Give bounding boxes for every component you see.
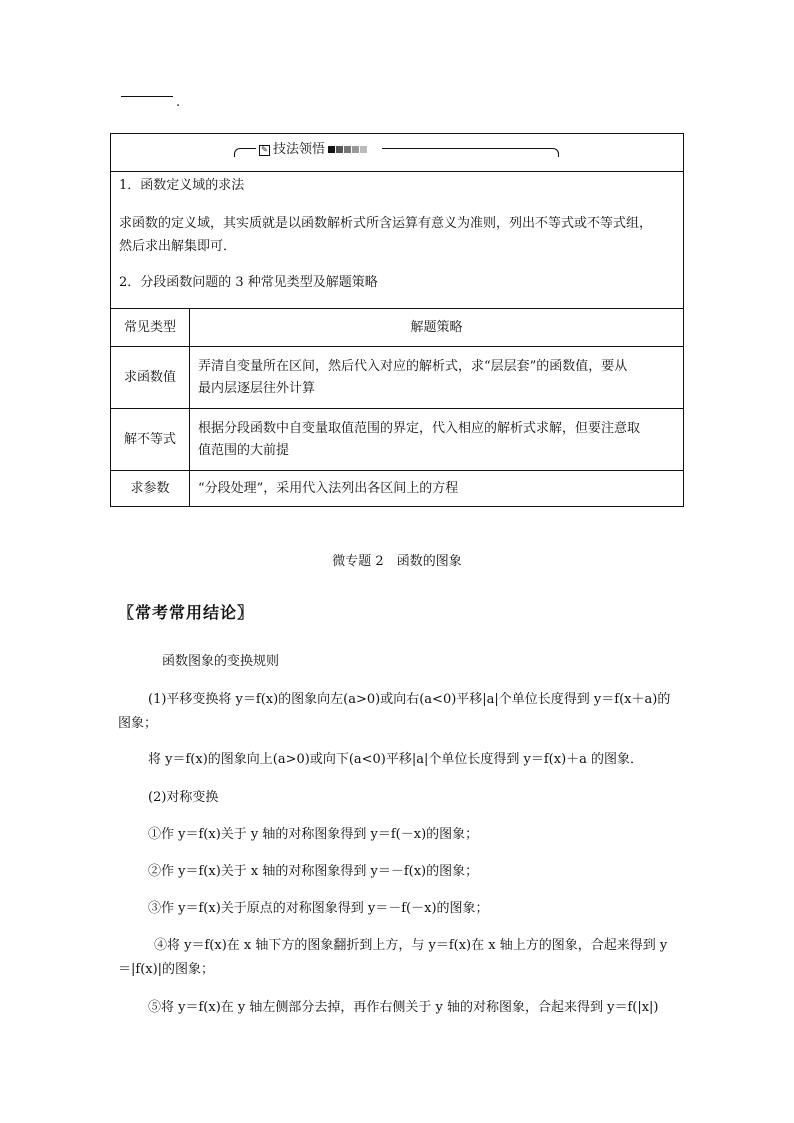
- section-1-title: 1．函数定义域的求法: [119, 178, 245, 193]
- banner-square: [352, 146, 359, 153]
- row-strategy: [190, 471, 684, 507]
- row-strategy-line-1: “分段处理”，采用代入法列出各区间上的方程: [198, 480, 459, 496]
- banner-label: [259, 140, 368, 160]
- technique-box: [110, 133, 684, 507]
- rule-line-3: (2)对称变换: [148, 790, 219, 805]
- row-strategy: [190, 347, 684, 409]
- table-row: [111, 471, 683, 507]
- strategy-table: [111, 308, 683, 507]
- fill-in-blank-period: .: [176, 95, 181, 110]
- rule-line-5: ②作 y＝f(x)关于 x 轴的对称图象得到 y＝－f(x)的图象；: [148, 864, 479, 879]
- banner-square: [336, 146, 343, 153]
- banner-bracket-right: [382, 148, 559, 157]
- pen-icon: ✎: [259, 145, 270, 156]
- banner-square: [360, 146, 367, 153]
- banner-square: [328, 146, 335, 153]
- section-1-body-line-1: 求函数的定义域，其实质就是以函数解析式所含运算有意义为准则，列出不等式或不等式组，: [119, 216, 653, 231]
- table-header-row: [111, 309, 683, 347]
- row-strategy-line-1: 弄清自变量所在区间，然后代入对应的解析式，求“层层套”的函数值，要从: [198, 358, 628, 374]
- rule-line-8: ⑤将 y＝f(x)在 y 轴左侧部分去掉，再作右侧关于 y 轴的对称图象，合起来得到 y＝f(|x|): [148, 1000, 659, 1015]
- section-heading: 〖常考常用结论〗: [118, 603, 255, 622]
- rule-line-7b: ＝|f(x)|的图象；: [118, 962, 215, 977]
- row-strategy: [190, 409, 684, 471]
- banner-title: 技法领悟: [273, 142, 326, 157]
- rule-line-7a: ④将 y＝f(x)在 x 轴下方的图象翻折到上方，与 y＝f(x)在 x 轴上方的图象，合起来得到 y: [154, 938, 668, 953]
- banner-square: [344, 146, 351, 153]
- row-type: 求参数: [111, 471, 190, 507]
- rule-line-1b: 图象；: [118, 716, 158, 731]
- section-1-body-line-2: 然后求出解集即可．: [119, 239, 237, 254]
- rule-line-4: ①作 y＝f(x)关于 y 轴的对称图象得到 y＝f(－x)的图象；: [148, 827, 479, 842]
- banner-bracket-left: [234, 148, 256, 157]
- table-row: [111, 409, 683, 471]
- row-type: 求函数值: [111, 347, 190, 409]
- fill-in-blank-line: [121, 96, 173, 97]
- table-row: [111, 347, 683, 409]
- banner-squares: [328, 140, 368, 160]
- technique-banner: [111, 134, 683, 172]
- section-2-title: 2．分段函数问题的 3 种常见类型及解题策略: [119, 275, 378, 290]
- rule-line-2: 将 y＝f(x)的图象向上(a>0)或向下(a<0)平移|a|个单位长度得到 y＝f(x)＋a 的图象．: [148, 752, 644, 767]
- row-strategy-line-2: 最内层逐层往外计算: [198, 380, 316, 396]
- header-type: 常见类型: [111, 309, 190, 347]
- row-type: 解不等式: [111, 409, 190, 471]
- rules-title: 函数图象的变换规则: [162, 654, 280, 669]
- row-strategy-line-2: 值范围的大前提: [198, 442, 290, 458]
- row-strategy-line-1: 根据分段函数中自变量取值范围的界定，代入相应的解析式求解，但要注意取: [198, 420, 641, 436]
- rule-line-6: ③作 y＝f(x)关于原点的对称图象得到 y＝－f(－x)的图象；: [148, 901, 489, 916]
- topic-subtitle: 微专题 2 函数的图象: [332, 554, 462, 569]
- rule-line-1a: (1)平移变换将 y＝f(x)的图象向左(a>0)或向右(a<0)平移|a|个单位长度得到 y＝f(x＋a)的: [148, 692, 671, 707]
- header-strategy: 解题策略: [190, 309, 684, 347]
